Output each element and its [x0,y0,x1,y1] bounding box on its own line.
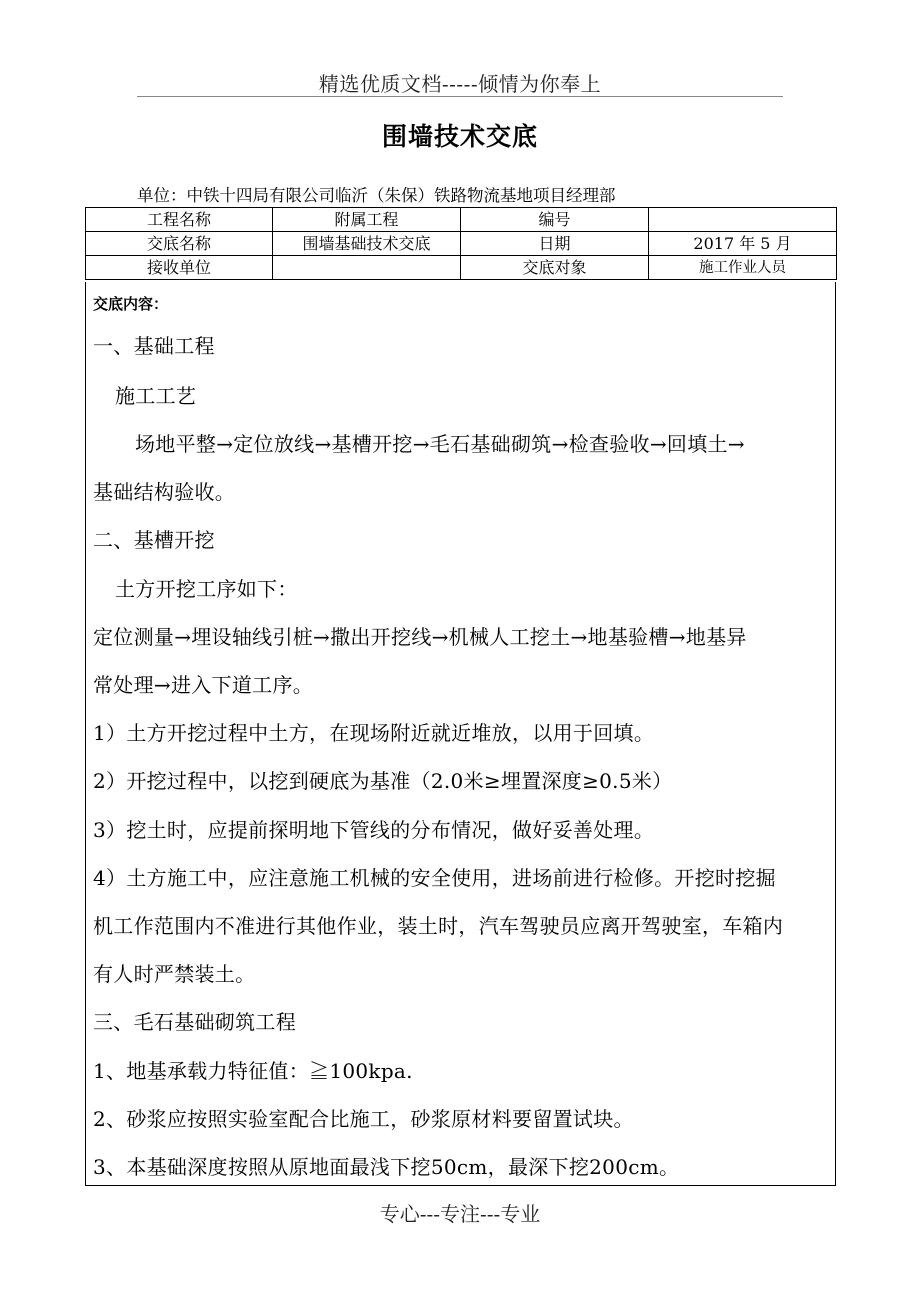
info-table [85,207,837,280]
list-item: 4）土方施工中，应注意施工机械的安全使用，进场前进行检修。开挖时挖掘 [93,866,776,890]
header-rule [137,96,783,97]
subheading: 施工工艺 [115,384,197,408]
subheading: 土方开挖工序如下： [115,577,298,601]
list-item: 3）挖土时，应提前探明地下管线的分布情况，做好妥善处理。 [93,818,655,842]
table-cell-label: 日期 [461,232,649,256]
list-item: 1、地基承载力特征值：≧100kpa. [93,1059,413,1083]
paragraph-line: 机工作范围内不准进行其他作业，装土时，汽车驾驶员应离开驾驶室，车箱内 [93,914,784,938]
table-cell-label: 交底对象 [461,256,649,280]
page-footer: 专心---专注---专业 [379,1202,541,1226]
paragraph-line: 基础结构验收。 [93,480,236,504]
paragraph-line: 场地平整→定位放线→基槽开挖→毛石基础砌筑→检查验收→回填土→ [135,432,745,456]
section-heading: 一、基础工程 [93,334,215,358]
document-title: 围墙技术交底 [381,122,538,151]
table-cell-value: 围墙基础技术交底 [273,232,461,256]
section-heading: 三、毛石基础砌筑工程 [93,1010,296,1034]
table-cell-value: 2017 年 5 月 [649,232,837,256]
list-item: 2）开挖过程中，以挖到硬底为基准（2.0米≥埋置深度≥0.5米） [93,769,673,793]
list-item: 1）土方开挖过程中土方，在现场附近就近堆放，以用于回填。 [93,721,655,745]
page-header: 精选优质文档-----倾情为你奉上 [318,72,602,96]
table-row [86,256,837,280]
table-cell-label: 接收单位 [86,256,273,280]
table-row [86,232,837,256]
table-cell-value: 附属工程 [273,208,461,232]
table-cell-value [649,208,837,232]
unit-line: 单位：中铁十四局有限公司临沂（朱保）铁路物流基地项目经理部 [137,186,616,205]
table-cell-label: 工程名称 [86,208,273,232]
table-cell-value [273,256,461,280]
paragraph-line: 常处理→进入下道工序。 [93,673,314,697]
list-item: 2、砂浆应按照实验室配合比施工，砂浆原材料要留置试块。 [93,1107,634,1131]
paragraph-line: 定位测量→埋设轴线引桩→撒出开挖线→机械人工挖土→地基验槽→地基异 [93,625,747,649]
table-row [86,208,837,232]
table-cell-value: 施工作业人员 [649,256,837,280]
content-label: 交底内容： [93,295,169,313]
table-cell-label: 编号 [461,208,649,232]
list-item: 3、本基础深度按照从原地面最浅下挖50cm，最深下挖200cm。 [93,1155,680,1179]
section-heading: 二、基槽开挖 [93,528,215,552]
paragraph-line: 有人时严禁装土。 [93,962,256,986]
table-cell-label: 交底名称 [86,232,273,256]
